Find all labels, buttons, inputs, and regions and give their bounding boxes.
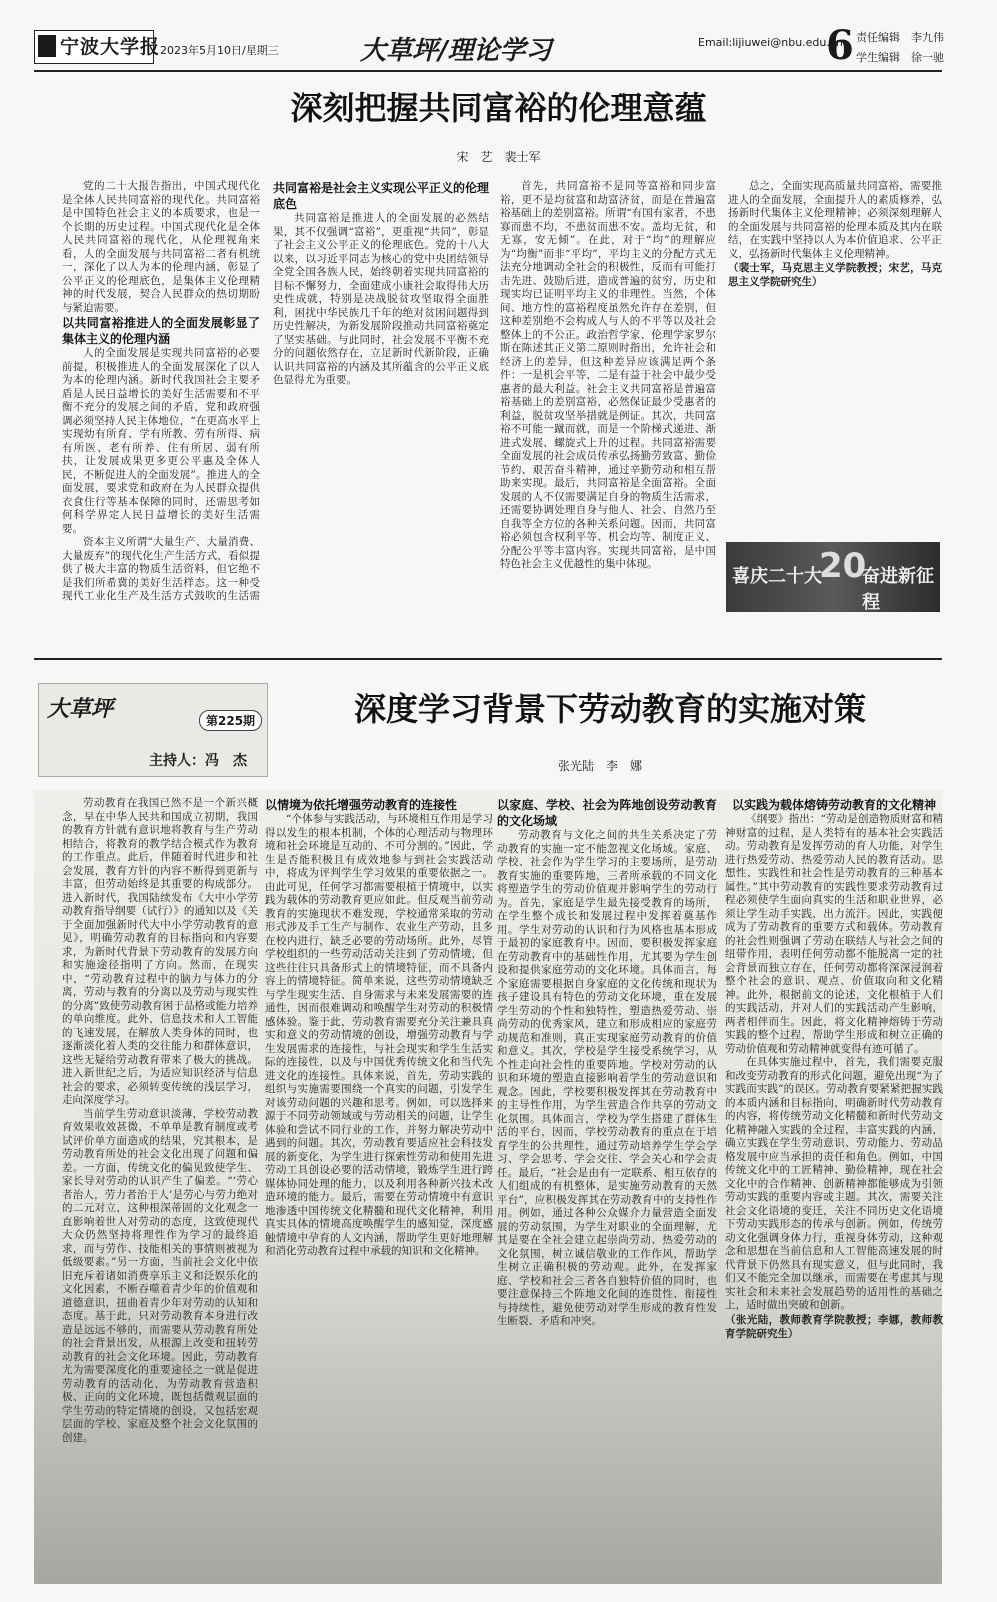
article1-subhead-2: 共同富裕是社会主义实现公平正义的伦理底色 [273, 181, 489, 211]
article2-paragraph: 劳动教育在我国已然不是一个新兴概念，早在中华人民共和国成立初期，我国的教育方针就有意识地将教育与生产劳动相结合，将教育的教学结合模式作为教育的工作重点。此后，伴随着时代进步和社会发展，教育方针的内容不断得到更新与丰富，但劳动始终是其重要的构成部分。进入新时代，我国陆续发布《大中小学劳动教育指导纲要（试行）》的通知以及《关于全面加强新时代大中小学劳动教育的意见》，明确劳动教育的目标指向和内容要求，为新时代背景下劳动教育的发展方向和实施途径指明了方向。然而，在现实中，“劳动教育过程中的脑力与体力的分离，劳动与教育的分离以及劳动与现实性的分离”致使劳动教育困于品格或能力培养的单向维度。此外，信息技术和人工智能的飞速发展，在解放人类身体的同时，也逐渐淡化着人类的交往能力和群体意识，这些无疑给劳动教育带来了极大的挑战。进入新世纪之后，为适应知识经济与信息社会的要求，必须转变传统的浅层学习，走向深度学习。 [62, 797, 258, 1106]
article1-column-3 [500, 180, 716, 604]
article1-byline: 宋 艺 裴士军 [456, 150, 541, 164]
article2-column-3 [497, 797, 717, 1547]
article1-column-2 [273, 180, 489, 604]
article2-paragraph: 在具体实施过程中，首先，我们需要克服和改变劳动教育的形式化问题，避免出现“为了实践而实践”的误区。劳动教育要紧紧把握实践的本质内涵和目标指向，明确新时代劳动教育的内容，将传统劳动文化精髓和新时代劳动文化精神融入实践的全过程，丰富实践的内涵，确立实践在学生劳动意识、劳动能力、劳动品格发展中应当承担的责任和角色。例如，中国传统文化中的工匠精神、勤俭精神，现在社会文化中的合作精神、创新精神都能够成为引领劳动实践的重要内容或主题。其次，需要关注社会文化语境的变迁，关注不同历史文化语境下劳动实践形态的传承与创新。例如，传统劳动文化强调身体力行，重视身体劳动，这种观念和思想在当前信息和人工智能高速发展的时代背景下仍然具有现实意义，但与此同时，我们又不能完全加以继承，而需要在考虑其与现实社会和未来社会发展趋势的适用性的基础之上，适时做出突破和创新。 [725, 1056, 943, 1311]
masthead-rule [34, 70, 942, 72]
article2-signature: （张光陆，教师教育学院教授；李娜，教师教育学院研究生） [725, 1313, 943, 1340]
article1-paragraph: 共同富裕是推进人的全面发展的必然结果，其不仅强调“富裕”，更重视“共同”，彰显了社会主义公平正义的伦理底色。党的十八大以来，以习近平同志为核心的党中央团结领导全党全国各族人民，始终朝着实现共同富裕的目标不懈努力，全面建成小康社会取得伟大历史性成就，特别是决战脱贫攻坚取得全面胜利，困扰中华民族几千年的绝对贫困问题得到历史性解决，为新发展阶段推动共同富裕奠定了坚实基础。与此同时，社会发展不平衡不充分的问题依然存在，立足新时代新阶段，正确认识共同富裕的内涵及其所蕴含的公平正义底色显得尤为重要。 [273, 212, 489, 386]
banner-number: 20 [819, 546, 867, 586]
article2-paragraph: 当前学生劳动意识淡薄，学校劳动教育效果收效甚微，不单单是教育制度或考试评价单方面造成的结果，究其根本，是劳动教育所处的社会文化出现了问题和偏差。一方面，传统文化的偏见致使学生、家长导对劳动的认识产生了偏差。“‘劳心者治人，劳力者治于人’是劳心与劳力绝对的二元对立，这种根深蒂固的文化观念一直影响着世人对劳动的态度，这致使现代大众仍然坚持将理性作为学习的最终追求，而与劳作、技能相关的事情则被视为低级要素。”另一方面，当前社会文化中依旧充斥着诸如消费享乐主义和泛娱乐化的文化因素，不断吞噬着青少年的价值观和道德意识，扭曲着青少年对劳动的认知和态度。基于此，只对劳动教育本身进行改造是远远不够的，而需要从劳动教育所处的社会背景出发，从根源上改变和扭转劳动教育的社会文化环境。因此，劳动教育尤为需要深度化的重要途径之一就是促进劳动教育的活动化，为劳动教育营造积极、正向的文化环境，既包括微观层面的学生劳动的特定情境的创设，又包括宏观层面的学校、家庭及整个社会文化氛围的创建。 [62, 1107, 258, 1444]
article1-subhead-1: 以共同富裕推进人的全面发展彰显了集体主义的伦理内涵 [62, 316, 260, 346]
editor-email: Email:lijiuwei@nbu.edu.cn [698, 36, 843, 49]
section-divider [34, 658, 942, 660]
page-number: 6 [826, 22, 854, 69]
article1-paragraph: 总之，全面实现高质量共同富裕，需要推进人的全面发展，全面提升人的素质修养，弘扬新时代集体主义伦理精神；必须深刻理解人的全面发展与共同富裕的伦理本质及其内在联结，在实践中坚持以人为本价值追求、公平正义，弘扬新时代集体主义伦理精神。 [728, 180, 942, 260]
article1-paragraph: 首先，共同富裕不是同等富裕和同步富裕，更不是均贫富和劫富济贫，而是在普遍富裕基础上的差别富裕。所谓“有国有家者，不患寡而患不均，不患贫而患不安。盖均无贫，和无寡，安无倾”。在此，对于“均”的理解应为“均衡”而非“平均”，平均主义的分配方式无法充分地调动全社会的积极性，反而有可能打击先进、鼓励后进，造成普遍的贫穷，历史和现实均已证明平均主义的非理性。当然，个体间、地方性的富裕程度虽然允许存在差别，但这种差别绝不会构成人与人的不平等以及社会整体上的不公正。政治哲学家、伦理学家罗尔斯在陈述其正义第二原则时指出，允许社会和经济上的差异，但这种差异应该满足两个条件：一是机会平等，二是有益于社会中最少受惠者的最大利益。社会主义共同富裕是普遍富裕基础上的差别富裕，必然保证最少受惠者的利益，脱贫攻坚举措就是例证。其次，共同富裕不可能一蹴而就，而是一个阶梯式递进、渐进式发展、螺旋式上升的过程。共同富裕需要全面发展的社会成员传承弘扬勤劳致富、勤俭节约、艰苦奋斗精神，通过辛勤劳动和相互帮助来实现。最后，共同富裕是全面富裕。全面发展的人不仅需要满足自身的物质生活需求，还需要协调处理自身与他人、社会、自然乃至自我等全方位的各种关系问题。因而，共同富裕必须包含权利平等、机会均等、制度正义、分配公平等丰富内容。实现共同富裕，是中国特色社会主义优越性的集中体现。 [500, 180, 716, 570]
article2-column-4 [725, 797, 943, 1557]
editor-credits [856, 28, 944, 68]
article2-subhead-3: 以实践为载体熔铸劳动教育的文化精神 [731, 798, 936, 812]
section-title: 大草坪/理论学习 [360, 36, 552, 66]
banner-right-text: 奋进新征程 [862, 566, 934, 613]
student-editor: 学生编辑 徐一驰 [856, 51, 944, 64]
article2-subhead-2: 以家庭、学校、社会为阵地创设劳动教育的文化场域 [497, 798, 717, 828]
article2-paragraph: “个体参与实践活动，与环境相互作用是学习得以发生的根本机制，个体的心理活动与物理环境和社会环境是互动的、不可分割的。”因此，学生是否能积极且有成效地参与到社会实践活动中，将成为评判学生学习效果的重要依据之一。由此可见，任何学习都需要根植于情境中，以实践为载体的劳动教育更应如此。但反观当前劳动教育的实施现状不难发现，学校通常采取的劳动形式涉及手工生产与制作、农业生产劳动，且多在校内进行，缺乏必要的劳动场所。此外，尽管学校组织的一些劳动活动关注到了劳动情境，但这些往往只具备形式上的情境特征，而不具备内容上的情境特征。简单来说，这些劳动情境缺乏与学生现实生活、自身需求与未来发展需要的连通性，因而很难调动和唤醒学生对劳动的积极情感体验。鉴于此，劳动教育需要充分关注兼具真实和意义的劳动情境的创设，增强劳动教育与学生发展需求的连接性，与社会现实和学生生活实际的连接性，以及与中国优秀传统文化和当代先进文化的连接性。具体来说，首先，劳动实践的组织与实施需要围绕一个真实的问题，引发学生对该劳动问题的兴趣和思考。例如，可以选择来源于不同劳动领域或与劳动相关的问题，让学生体验和尝试不同行业的工作，并努力解决劳动中遇到的问题。其次，劳动教育要适应社会科技发展的新变化，为学生进行探索性劳动和使用先进劳动工具创设必要的活动情境，锻炼学生进行跨媒体协同处理的能力，以及利用各种新兴技术改造环境的能力。最后，需要在劳动情境中有意识地渗透中国传统文化精髓和现代文化精神，利用真实具体的情境高度唤醒学生的感知觉，深度感触情境中孕育的人文内涵，帮助学生更好地理解和消化劳动教育过程中承载的知识和文化精神。 [265, 813, 493, 1257]
article1-column-4 [728, 180, 942, 560]
article2-column-1 [62, 797, 258, 1549]
article2-title: 深度学习背景下劳动教育的实施对策 [353, 690, 866, 728]
celebration-banner [726, 542, 940, 612]
article1-paragraph: 党的二十大报告指出，中国式现代化是全体人民共同富裕的现代化。共同富裕是中国特色社会主义的本质要求，也是一个长期的历史过程。中国式现代化是全体人民共同富裕的现代化，从伦理视角来看，人的全面发展与共同富裕二者有机统一，深化了以人为本的伦理内涵，彰显了公平正义的伦理底色，是集体主义伦理精神的时代发展，契合人民群众的热切期盼与紧迫需要。 [62, 180, 260, 314]
article1-signature: （裴士军，马克思主义学院教授；宋艺，马克思主义学院研究生） [728, 262, 942, 288]
column-issue-badge: 第225期 [199, 710, 262, 731]
article2-paragraph: 劳动教育与文化之间的共生关系决定了劳动教育的实施一定不能忽视文化场域。家庭、学校、社会作为学生学习的主要场所，是劳动教育实施的重要阵地，三者所承载的不同文化将塑造学生的劳动价值观并影响学生的劳动行为。首先，家庭是学生最先接受教育的场所，在学生整个成长和发展过程中发挥着奠基作用。学生对劳动的认识和行为风格也基本形成于最初的家庭教育中。因而，要积极发挥家庭在劳动教育中的基础性作用，尤其要为学生创设和提供家庭劳动的文化环境。具体而言，每个家庭需要根据自身家庭的文化传统和现状为孩子建设具有特色的劳动文化环境，重在发展学生劳动的个性和独特性，塑造热爱劳动、崇尚劳动的优秀家风，建立和形成相应的家庭劳动规范和准则，真正实现家庭劳动教育的价值和意义。其次，学校是学生接受系统学习，从个性走向社会性的重要阵地。学校对劳动的认识和环境的塑造直接影响着学生的劳动意识和观念。因此，学校要积极发挥其在劳动教育中的主导性作用，为学生营造合作共享的劳动文化氛围。具体而言，学校为学生搭建了群体生活的平台，因而，学校劳动教育的重点在于培育学生的公共理性，通过劳动培养学生学会学习、学会思考、学会交往、学会关心和学会责任。最后，“社会是由有一定联系、相互依存的人们组成的有机整体，是实施劳动教育的天然平台”，应积极发挥其在劳动教育中的支持性作用。例如，通过各种公众媒介力量营造全面发展的劳动氛围，为学生对职业的全面理解，尤其是要在全社会建立起崇尚劳动、热爱劳动的文化氛围，树立诚信敬业的工作作风，帮助学生树立正确积极的劳动观。此外，在发挥家庭、学校和社会三者各自独特价值的同时，也要注意保持三个阵地文化间的连贯性、衔接性与持续性，避免使劳动对学生形成的教育性发生断裂、矛盾和冲突。 [497, 829, 717, 1327]
paper-logo-icon [38, 35, 56, 57]
article2-column-2 [265, 797, 493, 1547]
article1-title: 深刻把握共同富裕的伦理意蕴 [290, 89, 707, 127]
article1-column-1 [62, 180, 260, 604]
column-host: 主持人：冯 杰 [149, 753, 247, 769]
article2-paragraph: 《纲要》指出：“劳动是创造物质财富和精神财富的过程，是人类特有的基本社会实践活动。劳动教育是发挥劳动的育人功能，对学生进行热爱劳动、热爱劳动人民的教育活动。思想性、实践性和社会性是劳动教育的三种基本属性。”其中劳动教育的实践性要求劳动教育过程必须使学生面向真实的生活和职业世界，必须让学生动手实践，出力流汗。因此，实践便成为了劳动教育的重要方式和载体。劳动教育的社会性则强调了劳动在联结人与社会之间的纽带作用，表明任何劳动都不能脱离一定的社会背景而独立存在，任何劳动都将深深浸润着整个社会的意识、观点、价值取向和文化精神。此外，根据前文的论述，文化根植于人们的实践活动，并对人们的实践活动产生影响，两者相伴而生。因此，将文化精神熔铸于劳动实践的整个过程，帮助学生形成和树立正确的劳动价值观和劳动精神就变得有迹可循了。 [725, 813, 943, 1055]
banner-left-text: 喜庆二十大 [732, 566, 822, 587]
column-brand: 大草坪 [47, 696, 114, 722]
article2-byline: 张光陆 李 娜 [557, 759, 642, 773]
paper-name: 宁波大学报 [60, 36, 161, 58]
issue-date: 2023年5月10日/星期三 [160, 44, 279, 57]
column-label-box [38, 683, 268, 777]
article1-paragraph: 资本主义所谓“大量生产、大量消费、大量废弃”的现代化生产生活方式，看似提供了极大丰富的物质生活资料，但它绝不是我们所希冀的美好生活样态。这一种受现代工业化生产及生活方式鼓吹的生活需 [62, 536, 260, 602]
chief-editor: 责任编辑 李九伟 [856, 31, 944, 44]
article2-subhead-1: 以情境为依托增强劳动教育的连接性 [265, 798, 458, 812]
article1-paragraph: 人的全面发展是实现共同富裕的必要前提，积极推进人的全面发展深化了以人为本的伦理内涵。新时代我国社会主要矛盾是人民日益增长的美好生活需要和不平衡不充分的发展之间的矛盾，党和政府强调必须坚持人民主体地位，“在更高水平上实现幼有所育、学有所教、劳有所得、病有所医、老有所养、住有所居、弱有所扶，让发展成果更多更公平惠及全体人民，不断促进人的全面发展”。推进人的全面发展，要求党和政府在为人民群众提供衣食住行等基本保障的同时，还需思考如何科学界定人民日益增长的美好生活需要。 [62, 347, 260, 535]
